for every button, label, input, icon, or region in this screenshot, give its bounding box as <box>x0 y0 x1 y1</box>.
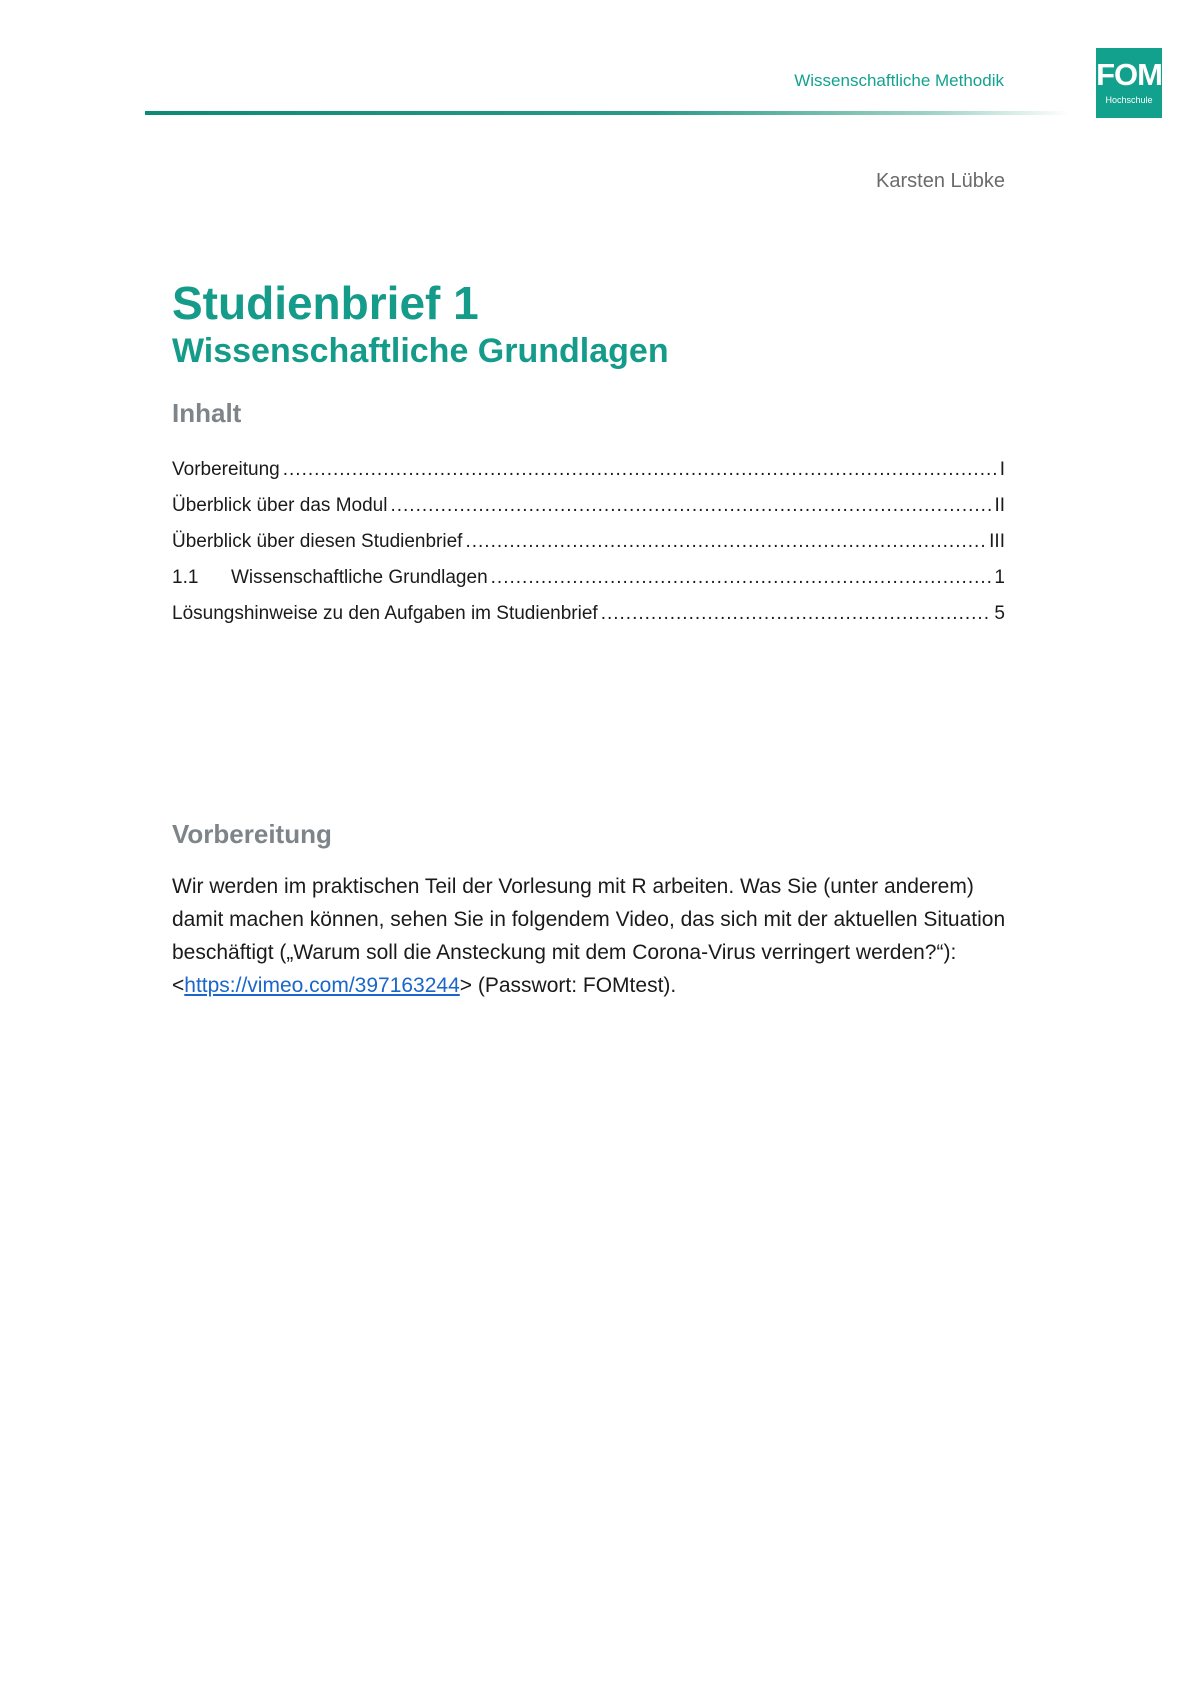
toc-heading: Inhalt <box>172 398 242 428</box>
section-heading-vorbereitung: Vorbereitung <box>172 819 332 849</box>
toc-entry-label: Vorbereitung <box>172 459 280 480</box>
toc-entry-label: Wissenschaftliche Grundlagen <box>231 567 488 588</box>
toc-entry-page: II <box>994 495 1005 516</box>
section-paragraph <box>172 870 1007 1002</box>
toc-entry-modul[interactable] <box>172 495 1005 531</box>
toc-leader-dots <box>601 603 992 625</box>
toc-entry-number: 1.1 <box>172 567 199 588</box>
toc-leader-dots <box>491 567 992 589</box>
toc-entry-label: Überblick über das Modul <box>172 495 388 516</box>
document-subtitle: Wissenschaftliche Grundlagen <box>172 332 669 370</box>
fom-logo <box>1096 48 1162 118</box>
toc-entry-label: Lösungshinweise zu den Aufgaben im Studienbrief <box>172 603 598 624</box>
header-title: Wissenschaftliche Methodik <box>794 71 1004 90</box>
toc-entry-page: 1 <box>994 567 1005 588</box>
toc-leader-dots <box>283 459 997 481</box>
toc-leader-dots <box>465 531 986 553</box>
toc-leader-dots <box>390 495 991 517</box>
vimeo-link[interactable]: https://vimeo.com/397163244 <box>184 974 460 997</box>
toc-entry-loesungshinweise[interactable] <box>172 603 1005 639</box>
toc-entry-page: I <box>999 459 1005 480</box>
header-divider <box>145 111 1070 115</box>
toc-entry-label: Überblick über diesen Studienbrief <box>172 531 463 552</box>
table-of-contents <box>172 459 1005 639</box>
toc-entry-vorbereitung[interactable] <box>172 459 1005 495</box>
logo-main-text: FOM <box>1096 57 1162 92</box>
logo-sub-text: Hochschule <box>1105 95 1153 105</box>
paragraph-text-before-link: Wir werden im praktischen Teil der Vorlesung mit R arbeiten. Was Sie (unter anderem) damit machen können, sehen Sie in folgendem Video, das sich mit der aktuellen Situation beschäftigt („Warum soll die Ansteckung mit dem Corona-Virus verringert werden?“): < <box>172 875 1006 997</box>
paragraph-text-after-link: > (Passwort: FOMtest). <box>459 974 677 997</box>
toc-entry-grundlagen[interactable] <box>172 567 1005 603</box>
author-name: Karsten Lübke <box>876 170 1005 192</box>
toc-entry-page: III <box>989 531 1005 552</box>
toc-entry-page: 5 <box>994 603 1005 624</box>
document-title: Studienbrief 1 <box>172 277 479 329</box>
toc-entry-studienbrief[interactable] <box>172 531 1005 567</box>
